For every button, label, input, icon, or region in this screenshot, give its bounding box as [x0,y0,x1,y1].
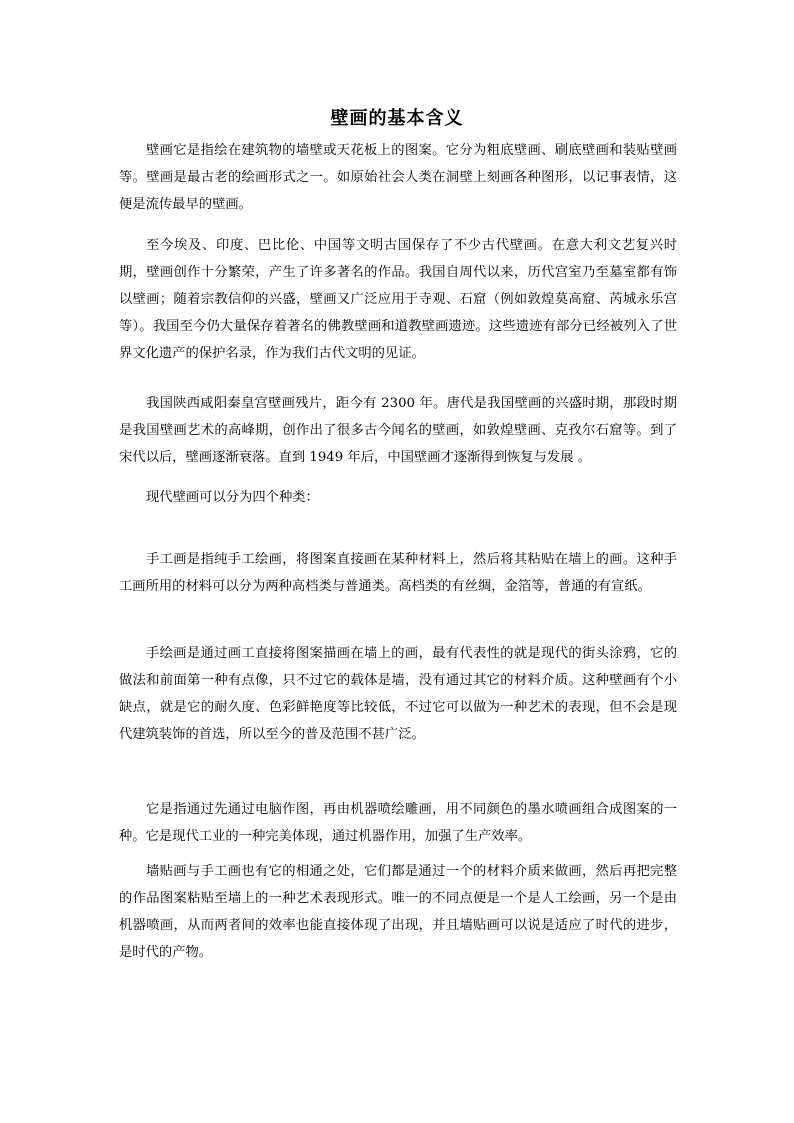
paragraph-history: 至今埃及、印度、巴比伦、中国等文明古国保存了不少古代壁画。在意大利文艺复兴时期，壁画创作十分繁荣，产生了许多著名的作品。我国自周代以来，历代宫室乃至墓室都有饰以壁画；随着宗教信仰的兴盛，壁画又广泛应用于寺观、石窟（例如敦煌莫高窟、芮城永乐宫等）。我国至今仍大量保存着著名的佛教壁画和道教壁画遗迹。这些遗迹有部分已经被列入了世界文化遗产的保护名录，作为我们古代文明的见证。 [119,238,677,361]
document-title: 壁画的基本含义 [330,108,464,129]
paragraph-definition: 壁画它是指绘在建筑物的墙壁或天花板上的图案。它分为粗底壁画、刷底壁画和装贴壁画等。壁画是最古老的绘画形式之一。如原始社会人类在洞壁上刻画各种图形，以记事表情，这便是流传最早的壁画。 [119,143,677,212]
paragraph-wall-sticker: 墙贴画与手工画也有它的相通之处，它们都是通过一个的材料介质来做画，然后再把完整的作品图案粘贴至墙上的一种艺术表现形式。唯一的不同点便是一个是人工绘画，另一个是由机器喷画，从而两者间的效率也能直接体现了出现，并且墙贴画可以说是适应了时代的进步，是时代的产物。 [119,864,677,960]
paragraph-china: 我国陕西咸阳秦皇宫壁画残片，距今有 2300 年。唐代是我国壁画的兴盛时期，那段时期是我国壁画艺术的高峰期，创作出了很多古今闻名的壁画，如敦煌壁画、克孜尔石窟等。到了宋代以后，壁画逐渐衰落。直到 1949 年后，中国壁画才逐渐得到恢复与发展 。 [119,396,677,465]
paragraph-hand-painted: 手绘画是通过画工直接将图案描画在墙上的画，最有代表性的就是现代的街头涂鸦，它的做法和前面第一种有点像，只不过它的载体是墙，没有通过其它的材料介质。这种壁画有个小缺点，就是它的耐久度、色彩鲜艳度等比较低，不过它可以做为一种艺术的表现，但不会是现代建筑装饰的首选，所以至今的普及范围不甚广泛。 [119,646,677,742]
paragraph-handmade: 手工画是指纯手工绘画，将图案直接画在某种材料上，然后将其粘贴在墙上的画。这种手工画所用的材料可以分为两种高档类与普通类。高档类的有丝绸，金箔等，普通的有宣纸。 [119,552,677,594]
paragraph-categories-intro: 现代壁画可以分为四个种类： [146,490,319,505]
paragraph-machine-printed: 它是指通过先通过电脑作图，再由机器喷绘雕画，用不同颜色的墨水喷画组合成图案的一种。它是现代工业的一种完美体现，通过机器作用，加强了生产效率。 [119,802,677,844]
